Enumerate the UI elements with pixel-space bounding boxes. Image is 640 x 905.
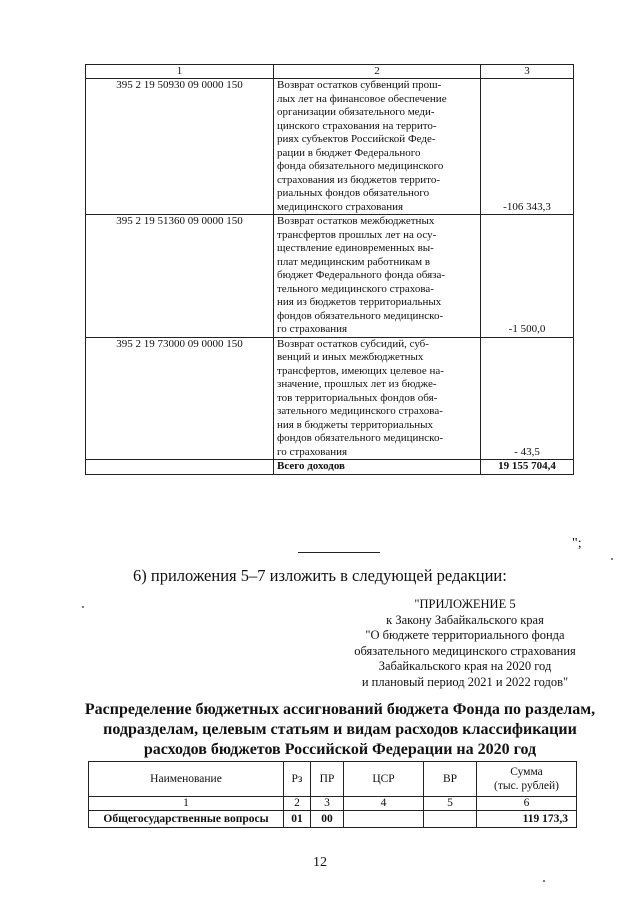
description-line: рации в бюджет Федерального: [277, 146, 421, 159]
description-line: цинского страхования на террито-: [277, 119, 437, 132]
budget-code: 395 2 19 51360 09 0000 150: [86, 215, 274, 338]
header-cell-3: 3: [481, 65, 574, 79]
column-number: 2: [284, 797, 311, 811]
row-description: [274, 215, 481, 338]
description-line: страхования из бюджетов террито-: [277, 173, 440, 186]
appendix-line: "О бюджете территориального фонда: [365, 628, 565, 642]
description-line: Возврат остатков субсидий, суб-: [277, 337, 429, 350]
total-row: [86, 460, 574, 475]
header-name: Наименование: [89, 762, 284, 797]
heading-line: подразделам, целевым статьям и видам расходов классификации: [103, 721, 577, 738]
description-line: фондов обязательного медицинско-: [277, 309, 444, 322]
revenue-table-header: [86, 65, 574, 79]
header-csr: ЦСР: [344, 762, 424, 797]
column-number-row: [89, 797, 577, 811]
description-line: риальных фондов обязательного: [277, 187, 430, 199]
appendix-line: к Закону Забайкальского края: [386, 612, 544, 627]
header-cell-2: 2: [274, 65, 481, 79]
column-number: 6: [477, 797, 577, 811]
separator-line: [298, 552, 380, 553]
header-pr: ПР: [311, 762, 344, 797]
column-number: 4: [344, 797, 424, 811]
description-line: бюджет Федерального фонда обяза-: [277, 269, 446, 281]
scan-speck: [543, 880, 545, 882]
row-description: [274, 337, 481, 460]
section-heading: [60, 700, 620, 760]
row-sum: 119 173,3: [477, 811, 577, 828]
description-line: Возврат остатков межбюджетных: [277, 215, 435, 227]
description-line: значение, прошлых лет из бюдже-: [277, 378, 437, 390]
description-line: Возврат остатков субвенций прош-: [277, 79, 442, 91]
total-label: Всего доходов: [274, 460, 481, 475]
description-line: го страхования: [277, 323, 348, 335]
description-line: ществление единовременных вы-: [277, 242, 434, 254]
row-rz: 01: [284, 811, 311, 828]
description-line: тов территориальных фондов обя-: [277, 391, 438, 404]
revenue-table: [85, 64, 574, 475]
description-line: организации обязательного меди-: [277, 106, 435, 118]
heading-line: расходов бюджетов Российской Федерации на 2020 год: [143, 741, 537, 758]
header-sum-unit: (тыс. рублей): [493, 780, 560, 792]
description-line: трансфертов, имеющих целевое на-: [277, 364, 444, 377]
row-amount: - 43,5: [481, 337, 574, 460]
description-line: зательного медицинского страхова-: [277, 405, 443, 417]
column-number: 5: [424, 797, 477, 811]
heading-line: Распределение бюджетных ассигнований бюджета Фонда по разделам,: [84, 701, 596, 718]
description-line: трансфертов прошлых лет на осу-: [277, 228, 437, 241]
appendix-line: обязательного медицинского страхования: [354, 643, 576, 658]
header-sum: [477, 762, 577, 797]
table-row: [89, 811, 577, 828]
total-amount: 19 155 704,4: [481, 460, 574, 475]
description-line: фондов обязательного медицинско-: [277, 432, 444, 444]
description-line: венций и иных межбюджетных: [277, 351, 424, 363]
description-line: плат медицинским работникам в: [277, 255, 431, 268]
description-line: риях субъектов Российской Феде-: [277, 133, 436, 145]
amendment-paragraph: 6) приложения 5–7 изложить в следующей редакции:: [133, 566, 507, 585]
row-csr: [344, 811, 424, 828]
description-line: ния из бюджетов территориальных: [277, 296, 442, 308]
row-description: [274, 79, 481, 215]
appendix-line: "ПРИЛОЖЕНИЕ 5: [414, 597, 516, 611]
description-line: го страхования: [277, 445, 348, 458]
header-sum-line: Сумма: [510, 766, 543, 778]
scan-speck: [611, 558, 613, 560]
row-pr: 00: [311, 811, 344, 828]
row-name: Общегосударственные вопросы: [89, 811, 284, 828]
table-row: [86, 215, 574, 338]
row-amount: -106 343,3: [481, 79, 574, 215]
table-row: [86, 79, 574, 215]
header-cell-1: 1: [86, 65, 274, 79]
header-vr: ВР: [424, 762, 477, 797]
appendix-line: и плановый период 2021 и 2022 годов": [361, 674, 569, 689]
description-line: фонда обязательного медицинского: [277, 160, 444, 172]
description-line: медицинского страхования: [277, 200, 404, 213]
table-row: [86, 337, 574, 460]
description-line: тельного медицинского страхова-: [277, 282, 434, 295]
scan-speck: [82, 606, 84, 608]
header-rz: Рз: [284, 762, 311, 797]
column-number: 3: [311, 797, 344, 811]
appendix-line: Забайкальского края на 2020 год: [378, 659, 552, 673]
row-amount: -1 500,0: [481, 215, 574, 338]
budget-code: 395 2 19 73000 09 0000 150: [86, 337, 274, 460]
total-empty-cell: [86, 460, 274, 475]
description-line: ния в бюджеты территориальных: [277, 418, 434, 431]
budget-code: 395 2 19 50930 09 0000 150: [86, 79, 274, 215]
description-line: лых лет на финансовое обеспечение: [277, 92, 447, 105]
closing-quote: ";: [572, 536, 582, 551]
allocation-table: [88, 761, 577, 828]
allocation-table-header: [89, 762, 577, 797]
column-number: 1: [89, 797, 284, 811]
page-number: 12: [313, 855, 327, 870]
row-vr: [424, 811, 477, 828]
appendix-header: [340, 597, 590, 690]
